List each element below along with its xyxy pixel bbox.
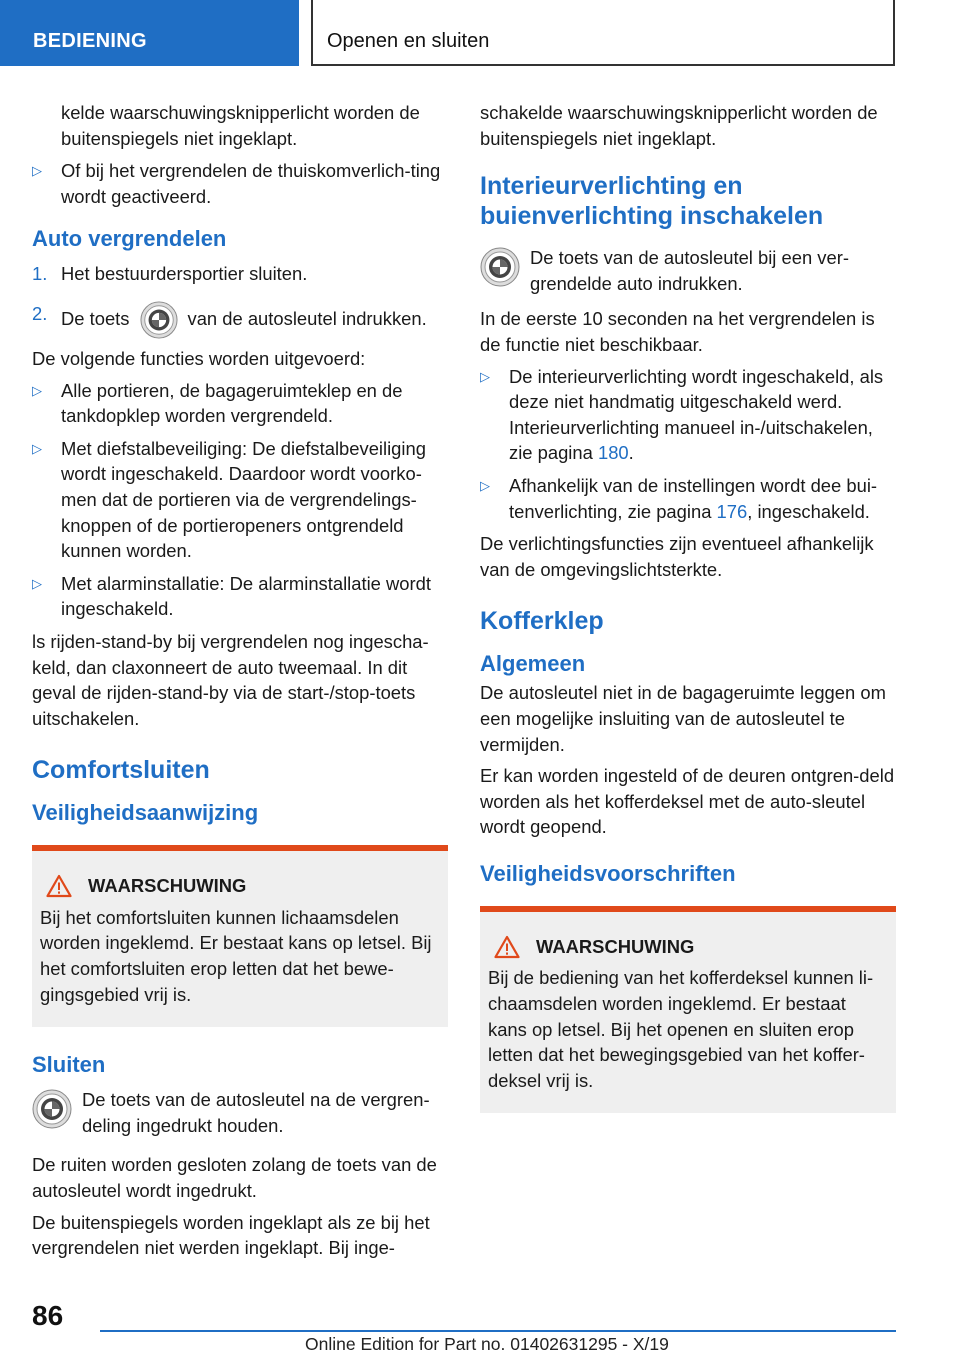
heading-kofferklep: Kofferklep xyxy=(480,607,604,636)
page-link-180[interactable]: 180 xyxy=(597,442,629,464)
sluiten-paragraph: De buitenspiegels worden ingeklapt als ze bij het vergrendelen niet werden ingeklapt. Bij inge- xyxy=(32,1211,430,1259)
bullet-triangle-icon: ▷ xyxy=(32,575,42,591)
warning-text: Bij het comfortsluiten kunnen lichaamsdelen worden ingeklemd. Er bestaat kans op letsel. Bij het comfortsluiten erop letten dat het bewe-gingsgebied vrij is. xyxy=(40,906,432,1005)
heading-auto-vergrendelen: Auto vergrendelen xyxy=(32,226,227,252)
warning-triangle-icon xyxy=(46,874,72,898)
paragraph: Er kan worden ingesteld of de deuren ontgren-deld worden als het kofferdeksel met de auto-sleutel wordt geopend. xyxy=(480,765,895,838)
paragraph: De verlichtingsfuncties zijn eventueel afhankelijk van de omgevingslichtsterkte. xyxy=(480,533,874,580)
warning-title: WAARSCHUWING xyxy=(46,873,440,899)
section-tab xyxy=(0,0,299,66)
section-title: BEDIENING xyxy=(33,30,147,52)
bullet-triangle-icon: ▷ xyxy=(32,440,42,456)
bullet-item: ▷ Alle portieren, de bagageruimteklep en de tankdopklep worden vergrendeld. xyxy=(32,379,403,427)
heading-comfortsluiten: Comfortsluiten xyxy=(32,756,210,785)
heading-sluiten: Sluiten xyxy=(32,1052,106,1078)
step-item: 1. Het bestuurdersportier sluiten. xyxy=(32,261,448,287)
warning-title: WAARSCHUWING xyxy=(494,934,888,960)
paragraph: In de eerste 10 seconden na het vergrendelen is de functie niet beschikbaar. xyxy=(480,308,875,355)
step-item: 2. De toets van de autosleutel indrukken. xyxy=(32,301,448,339)
bullet-item: ▷ Of bij het vergrendelen de thuiskomverlich-ting wordt geactiveerd. xyxy=(32,160,441,207)
step-number: 2. xyxy=(32,302,48,324)
lock-key-icon xyxy=(140,301,178,339)
functions-intro: De volgende functies worden uitgevoerd: xyxy=(32,347,366,369)
bullet-triangle-icon: ▷ xyxy=(32,163,42,179)
bullet-item: ▷ Afhankelijk van de instellingen wordt dee bui-tenverlichting, zie pagina 176, ingeschakeld. xyxy=(480,474,878,522)
bullet-continuation: kelde waarschuwingsknipperlicht worden de buitenspiegels niet ingeklapt. xyxy=(61,102,420,149)
edition-text: Online Edition for Part no. 01402631295 - X/19 xyxy=(305,1334,669,1354)
heading-algemeen: Algemeen xyxy=(480,651,586,677)
lock-key-icon xyxy=(32,1089,72,1129)
step-number: 1. xyxy=(32,263,48,285)
left-column xyxy=(32,100,448,1267)
key-instruction: De toets van de autosleutel bij een ver-grendelde auto indrukken. xyxy=(480,245,896,296)
warning-text: Bij de bediening van het kofferdeksel kunnen li-chaamsdelen worden ingeklemd. Er bestaat kans op letsel. Bij het openen en sluiten erop letten dat het bewegingsgebied van het koffer-deksel vrij is. xyxy=(488,967,874,1091)
key-instruction: De toets van de autosleutel na de vergren-deling ingedrukt houden. xyxy=(32,1087,448,1138)
lock-key-icon xyxy=(480,247,520,287)
bullet-triangle-icon: ▷ xyxy=(480,477,490,493)
warning-triangle-icon xyxy=(494,935,520,959)
continuation-paragraph: schakelde waarschuwingsknipperlicht worden de buitenspiegels niet ingeklapt. xyxy=(480,102,878,149)
bullet-item: ▷ De interieurverlichting wordt ingeschakeld, als deze niet handmatig uitgeschakeld werd. Interieurverlichting manueel in-/uitschakelen, zie pagina 180. xyxy=(480,365,884,464)
warning-box xyxy=(32,845,448,1027)
paragraph: De autosleutel niet in de bagageruimte leggen om een mogelijke insluiting van de autosleutel te vermijden. xyxy=(480,682,886,755)
chapter-box xyxy=(311,0,895,66)
page-link-176[interactable]: 176 xyxy=(716,500,748,522)
bullet-item: ▷ Met alarminstallatie: De alarminstallatie wordt ingeschakeld. xyxy=(32,572,431,620)
page-number: 86 xyxy=(32,1300,64,1331)
warning-box xyxy=(480,906,896,1114)
right-column xyxy=(480,100,896,1137)
footer-divider xyxy=(100,1330,896,1332)
heading-interieurverlichting: Interieurverlichting en buienverlichting inschakelen xyxy=(480,172,824,231)
heading-veiligheidsaanwijzing: Veiligheidsaanwijzing xyxy=(32,800,259,826)
standby-paragraph: ls rijden-stand-by bij vergrendelen nog ingescha-keld, dan claxonneert de auto tweemaal. In dit geval de rijden-stand-by via de start-/stop-toets uitschakelen. xyxy=(32,630,429,729)
bullet-triangle-icon: ▷ xyxy=(480,368,490,384)
bullet-triangle-icon: ▷ xyxy=(32,382,42,398)
bullet-item: ▷ Met diefstalbeveiliging: De diefstalbeveiliging wordt ingeschakeld. Daardoor wordt voorko-men dat de portieren via de vergrendelings-knoppen of de portieropeners ontgrendeld kunnen worden. xyxy=(32,437,426,562)
page-header xyxy=(0,0,960,66)
sluiten-paragraph: De ruiten worden gesloten zolang de toets van de autosleutel wordt ingedrukt. xyxy=(32,1154,437,1202)
heading-veiligheidsvoorschriften: Veiligheidsvoorschriften xyxy=(480,860,736,886)
chapter-title: Openen en sluiten xyxy=(327,30,490,52)
